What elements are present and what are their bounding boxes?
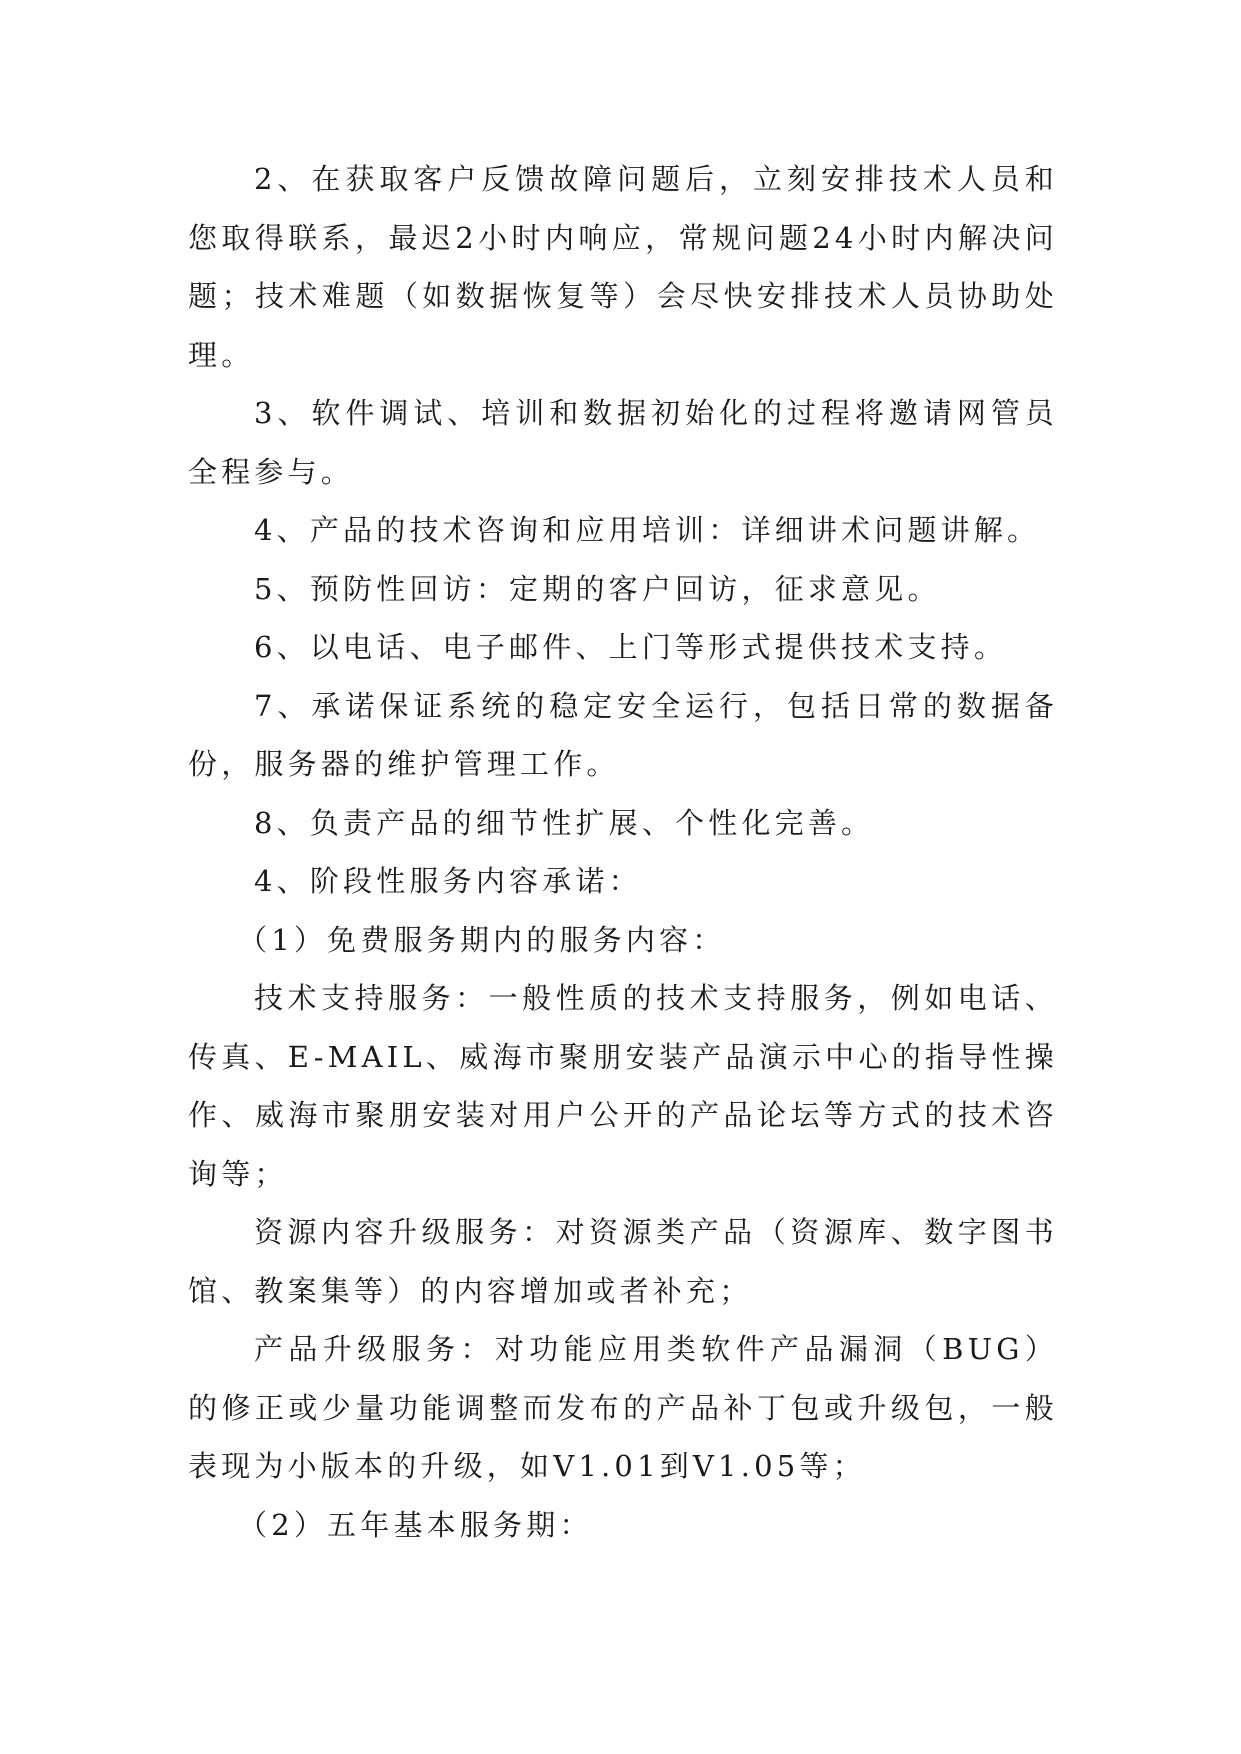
paragraph-product-upgrade: 产品升级服务：对功能应用类软件产品漏洞（BUG）的修正或少量功能调整而发布的产品补丁包或升级包，一般表现为小版本的升级，如V1.01到V1.05等；: [188, 1332, 1058, 1483]
paragraph-system-stability: 7、承诺保证系统的稳定安全运行，包括日常的数据备份，服务器的维护管理工作。: [188, 688, 1058, 781]
paragraph-resource-upgrade: 资源内容升级服务：对资源类产品（资源库、数字图书馆、教案集等）的内容增加或者补充；: [188, 1215, 1058, 1308]
section-heading-phased-service: 4、阶段性服务内容承诺：: [254, 864, 642, 898]
subheading-five-year-period: （2）五年基本服务期：: [238, 1507, 593, 1542]
paragraph-consulting-training: 4、产品的技术咨询和应用培训：详细讲术问题讲解。: [254, 513, 1041, 547]
paragraph-admin-participation: 3、软件调试、培训和数据初始化的过程将邀请网管员全程参与。: [188, 396, 1058, 489]
paragraph-technical-support-service: 技术支持服务：一般性质的技术支持服务，例如电话、传真、E-MAIL、威海市聚朋安装产品演示中心的指导性操作、威海市聚朋安装对用户公开的产品论坛等方式的技术咨询等；: [188, 981, 1058, 1191]
paragraph-support-channels: 6、以电话、电子邮件、上门等形式提供技术支持。: [254, 630, 1008, 664]
document-body: [188, 150, 1058, 1554]
paragraph-preventive-visit: 5、预防性回访：定期的客户回访，征求意见。: [254, 571, 941, 606]
paragraph-response-time: 2、在获取客户反馈故障问题后，立刻安排技术人员和您取得联系，最迟2小时内响应，常规问题24小时内解决问题；技术难题（如数据恢复等）会尽快安排技术人员协助处理。: [188, 162, 1058, 372]
subheading-free-service-period: （1）免费服务期内的服务内容：: [238, 922, 726, 957]
paragraph-product-extension: 8、负责产品的细节性扩展、个性化完善。: [254, 805, 875, 840]
